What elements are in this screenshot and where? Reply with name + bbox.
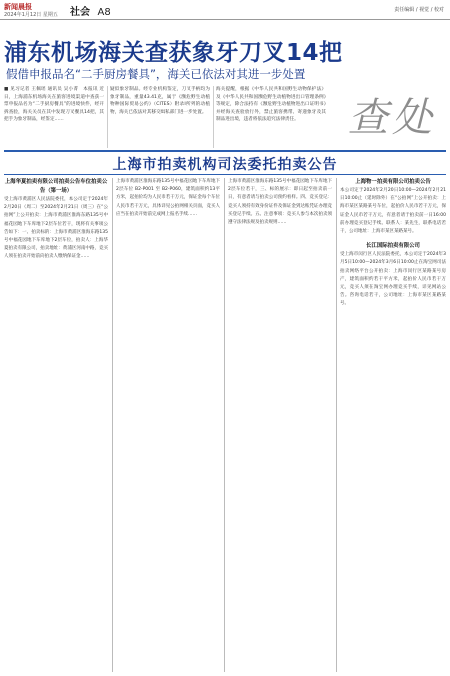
article-column-3: 海关提醒，根据《中华人民共和国野生动物保护法》及《中华人民共和国濒危野生动植物进出口管理条例》等规定，除合法持有《濒危野生动植物进出口证明书》并经海关查验放行外，禁止旅客携带、寄递象牙及其制品进出境，违者将依法追究法律责任。 [216, 87, 326, 123]
article-headline: 浦东机场海关查获象牙刀叉14把 [4, 40, 343, 66]
issue-date: 2024年1月12日 星期五 [4, 12, 58, 18]
calligraphy-artwork: 查处 [348, 95, 436, 141]
column-divider [224, 178, 225, 672]
notice-text: 上海市黄浦区淮海东路135号中福花园地下车库地下2层车位 B2-P001 至 B2-P060，建筑面积约13平方米，起拍价均为人民币若干万元，保证金每个车位人民币若干万元，具体详见公拍网相关页面，竞买人应当在拍卖开始前完成网上报名手续…… [116, 179, 220, 217]
notice-column-3 [228, 178, 332, 672]
notice-text: 本公司定于2024年2月20日10:00—2024年2月21日10:00止（延时除外）在“公拍网”上公开拍卖：上海市某区某路某号车位，起拍价人民币若干万元，保证金人民币若干万元，有意者请于拍卖前一日16:00前办理竞买登记手续。联系人：某先生，联系电话若干，公司地址：上海市某区某路某号。 [340, 188, 446, 235]
column-divider [112, 178, 113, 672]
notice-text: 受上海市闵行区人民法院委托，本公司定于2024年3月5日10:00—2024年3月6日10:00止在淘宝网司法拍卖网络平台公开拍卖：上海市闵行区某路某号房产，建筑面积约若干平方米，起拍价人民币若干万元，竞买人须在淘宝网办理竞买手续，详见网站公告。咨询电话若干，公司地址：上海市某区某路某号。 [340, 252, 446, 307]
article-column-2: 疑似象牙制品。经专业机构鉴定，刀叉手柄均为象牙制品，重量43.41克，属于《濒危野生动植物种国际贸易公约》（CITES）附录I所列的动植物，海关已依法对其移交缉私部门进一步处置。 [110, 87, 210, 115]
article-subhead: 假借申报品名“二手厨房餐具”，海关已依法对其进一步处置 [6, 67, 306, 81]
notice-top-rule [4, 150, 446, 152]
notice-text: 上海市黄浦区淮海东路135号中福花园地下车库地下2层车位若干，三、标的展示：即日起至拍卖前一日，有意者请与拍卖公司预约看样。四、竞买登记：竞买人须持有效身份证件及保证金到达账凭证办理竞买登记手续。五、注意事项：竞买人参与本次拍卖须遵守法律法规及拍卖规则…… [228, 179, 332, 226]
page-number: A8 [97, 7, 111, 18]
column-divider [107, 86, 108, 148]
newspaper-logo: 新闻晨报 [4, 3, 32, 11]
section-name: 社会 [70, 7, 90, 18]
notice-column-1 [4, 178, 108, 672]
notice-column-4 [340, 178, 446, 672]
masthead [0, 0, 450, 20]
notice-heading: 上海物一拍卖有限公司拍卖公告 [355, 179, 431, 185]
column-divider [336, 178, 337, 672]
notice-text: 受上海市黄浦区人民法院委托，本公司定于2024年2月20日（周二）至2024年2月21日（周三）在“公拍网”上公开拍卖：上海市黄浦区淮海东路135号中福花园地下车库地下2层车位若干，现将有关事项公告如下：一、拍卖标的：上海市黄浦区淮海东路135号中福花园地下车库地下2层车位，拍卖人：上海华夏拍卖有限公司，拍卖地址：黄浦区河南中路，竞买人须在拍卖开始前向拍卖人缴纳保证金…… [4, 197, 108, 260]
article-column-1: ■ 见习记者 王佩瑶 通讯员 吴小菁 本报讯 近日，上海浦东机场海关在旅客进境渠道中查获一票申报品名为“二手厨房餐具”的进境快件，经开拆查验，海关关员在其中发现刀叉餐具14把，其把手为象牙制品，经鉴定…… [4, 87, 104, 123]
notice-heading: 长江国际拍卖有限公司 [366, 243, 420, 250]
auction-notices [4, 178, 446, 672]
notice-title: 上海市拍卖机构司法委托拍卖公告 [112, 157, 338, 173]
notice-column-2 [116, 178, 220, 672]
notice-bottom-rule [4, 174, 446, 175]
section-label [70, 3, 111, 18]
column-divider [213, 86, 214, 148]
notice-heading: 上海华夏拍卖有限公司拍卖公告车位拍卖公告（第一场） [4, 179, 108, 194]
editor-credits: 责任编辑 / 视觉 / 校对 [394, 7, 444, 13]
